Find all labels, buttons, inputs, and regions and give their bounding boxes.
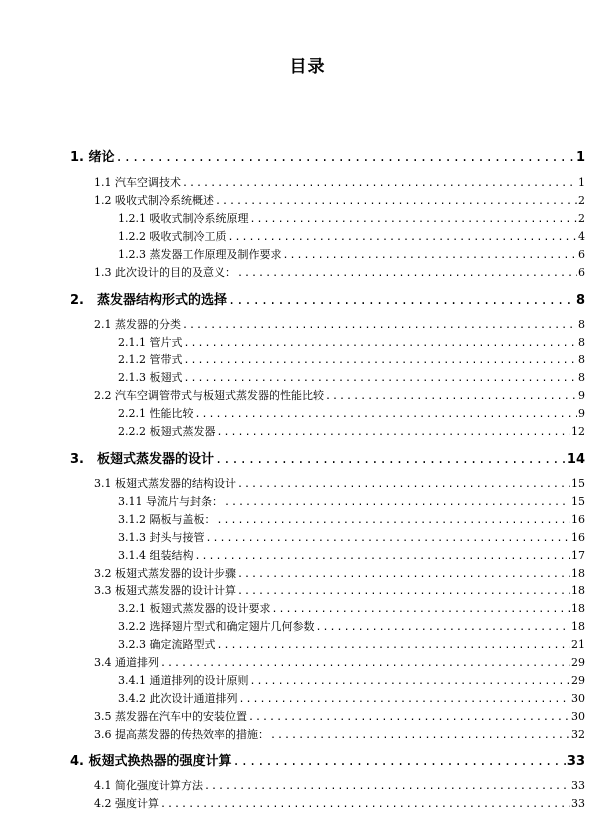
toc-entry-page: 8: [578, 371, 585, 384]
toc-entry-title: 2.1.2 管带式: [118, 353, 183, 366]
toc-entry-title: 1.2.3 蒸发器工作原理及制作要求: [118, 248, 282, 261]
toc-entry-title: 3.11 导流片与封条：: [118, 495, 223, 508]
toc-entry-page: 8: [578, 318, 585, 331]
toc-entry[interactable]: [118, 511, 585, 527]
toc-entry-title: 4.1 简化强度计算方法: [94, 779, 203, 792]
toc-entry-page: 30: [571, 710, 585, 723]
toc-entry-page: 8: [578, 336, 585, 349]
toc-entry-title: 3.1 板翅式蒸发器的结构设计: [94, 477, 236, 490]
dot-leader: [237, 479, 570, 490]
toc-entry-title: 3.6 提高蒸发器的传热效率的措施：: [94, 728, 269, 741]
dot-leader: [217, 427, 571, 438]
toc-entry[interactable]: [94, 316, 585, 332]
toc-entry-page: 33: [566, 754, 585, 769]
toc-entry-title: 4. 板翅式换热器的强度计算: [70, 754, 232, 769]
dot-leader: [217, 640, 571, 651]
toc-entry-page: 16: [571, 531, 585, 544]
toc-entry-title: 1. 绪论: [70, 150, 115, 165]
toc-entry[interactable]: [94, 192, 585, 208]
dot-leader: [270, 730, 570, 741]
toc-entry[interactable]: [94, 777, 585, 793]
toc-entry-page: 6: [578, 266, 585, 279]
toc-entry[interactable]: [118, 423, 585, 439]
dot-leader: [195, 551, 571, 562]
toc-entry[interactable]: [94, 264, 585, 280]
toc-entry[interactable]: [94, 795, 585, 811]
toc-entry-title: 3.3 板翅式蒸发器的设计计算: [94, 584, 236, 597]
toc-entry[interactable]: [118, 618, 585, 634]
toc-entry[interactable]: [94, 387, 585, 403]
dot-leader: [248, 712, 570, 723]
toc-entry[interactable]: [94, 174, 585, 190]
toc-entry-page: 33: [571, 779, 585, 792]
toc-entry-page: 14: [566, 452, 585, 467]
toc-entry-page: 33: [571, 797, 585, 810]
toc-entry[interactable]: [118, 369, 585, 385]
toc-entry-title: 1.3 此次设计的目的及意义：: [94, 266, 236, 279]
toc-entry[interactable]: [118, 529, 585, 545]
toc-entry[interactable]: [118, 493, 585, 509]
dot-leader: [182, 178, 577, 189]
toc-entry-title: 2.2.2 板翅式蒸发器: [118, 425, 216, 438]
toc-entry-page: 21: [571, 638, 585, 651]
toc-entry-page: 2: [578, 194, 585, 207]
toc-entry-title: 3.2.2 选择翅片型式和确定翅片几何参数: [118, 620, 315, 633]
toc-entry[interactable]: [118, 210, 585, 226]
toc-entry[interactable]: [94, 582, 585, 598]
toc-entry-title: 4.2 强度计算: [94, 797, 159, 810]
toc-entry[interactable]: [118, 228, 585, 244]
toc-entry[interactable]: [118, 246, 585, 262]
dot-leader: [228, 293, 575, 307]
dot-leader: [160, 799, 570, 810]
toc-entry-page: 32: [571, 728, 585, 741]
toc-entry-title: 1.2.2 吸收式制冷工质: [118, 230, 227, 243]
toc-entry-title: 3.1.4 组装结构: [118, 549, 194, 562]
dot-leader: [224, 497, 570, 508]
dot-leader: [283, 250, 578, 261]
toc-entry-title: 2. 蒸发器结构形式的选择: [70, 293, 227, 308]
toc-entry-title: 1.1 汽车空调技术: [94, 176, 181, 189]
dot-leader: [237, 569, 570, 580]
toc-entry-title: 2.1.1 管片式: [118, 336, 183, 349]
dot-leader: [239, 694, 571, 705]
dot-leader: [217, 515, 571, 526]
toc-entry-title: 2.2 汽车空调管带式与板翅式蒸发器的性能比较: [94, 389, 324, 402]
toc-entry-page: 9: [578, 389, 585, 402]
dot-leader: [237, 586, 570, 597]
dot-leader: [204, 781, 570, 792]
dot-leader: [237, 268, 577, 279]
toc-entry-page: 12: [571, 425, 585, 438]
toc-entry-title: 3.2 板翅式蒸发器的设计步骤: [94, 567, 236, 580]
dot-leader: [184, 355, 578, 366]
toc-entry-page: 29: [571, 674, 585, 687]
toc-entry[interactable]: [94, 475, 585, 491]
toc-entry-title: 1.2.1 吸收式制冷系统原理: [118, 212, 249, 225]
toc-entry-title: 3.1.2 隔板与盖板：: [118, 513, 216, 526]
dot-leader: [228, 232, 578, 243]
toc-entry-page: 2: [578, 212, 585, 225]
toc-entry[interactable]: [118, 405, 585, 421]
toc-entry-page: 15: [571, 477, 585, 490]
toc-entry-page: 17: [571, 549, 585, 562]
toc-entry[interactable]: [94, 708, 585, 724]
toc-entry-page: 18: [571, 567, 585, 580]
toc-entry-page: 15: [571, 495, 585, 508]
toc-entry-title: 3.5 蒸发器在汽车中的安装位置: [94, 710, 247, 723]
dot-leader: [250, 214, 578, 225]
dot-leader: [206, 533, 571, 544]
toc-entry-page: 8: [578, 353, 585, 366]
toc-entry-title: 2.1.3 板翅式: [118, 371, 183, 384]
toc-entry-page: 18: [571, 620, 585, 633]
toc-entry-title: 3. 板翅式蒸发器的设计: [70, 452, 214, 467]
dot-leader: [250, 676, 571, 687]
toc-entry-page: 6: [578, 248, 585, 261]
toc-entry-page: 18: [571, 602, 585, 615]
dot-leader: [195, 409, 578, 420]
toc-entry[interactable]: [118, 672, 585, 688]
toc-entry-page: 9: [578, 407, 585, 420]
toc-entry[interactable]: [118, 547, 585, 563]
dot-leader: [233, 754, 566, 768]
toc-entry-title: 3.4.1 通道排列的设计原则: [118, 674, 249, 687]
toc-entry[interactable]: [70, 289, 585, 308]
toc-entry[interactable]: [94, 565, 585, 581]
toc-entry-page: 30: [571, 692, 585, 705]
toc-entry[interactable]: [70, 448, 585, 467]
toc-entry-page: 16: [571, 513, 585, 526]
toc-entry[interactable]: [118, 690, 585, 706]
dot-leader: [325, 391, 577, 402]
toc-entry-title: 3.1.3 封头与接管: [118, 531, 205, 544]
dot-leader: [215, 196, 577, 207]
toc-entry-title: 2.2.1 性能比较: [118, 407, 194, 420]
dot-leader: [215, 452, 566, 466]
toc-entry[interactable]: [94, 654, 585, 670]
toc-entry-title: 3.4 通道排列: [94, 656, 159, 669]
toc-entry-page: 29: [571, 656, 585, 669]
toc-entry[interactable]: [118, 600, 585, 616]
dot-leader: [272, 604, 571, 615]
toc-entry-page: 8: [575, 293, 585, 308]
toc-entry-title: 2.1 蒸发器的分类: [94, 318, 181, 331]
toc-entry[interactable]: [94, 726, 585, 742]
dot-leader: [184, 338, 578, 349]
dot-leader: [315, 622, 570, 633]
toc-entry-page: 1: [575, 150, 585, 165]
toc-entry-page: 18: [571, 584, 585, 597]
dot-leader: [182, 320, 577, 331]
toc-entry[interactable]: [70, 750, 585, 769]
dot-leader: [184, 373, 578, 384]
toc-entry-title: 1.2 吸收式制冷系统概述: [94, 194, 214, 207]
toc-entry-title: 3.4.2 此次设计通道排列: [118, 692, 238, 705]
toc-entry-title: 3.2.1 板翅式蒸发器的设计要求: [118, 602, 271, 615]
toc-entry[interactable]: [118, 636, 585, 652]
page-title: 目录: [289, 57, 326, 77]
dot-leader: [160, 658, 570, 669]
toc-entry[interactable]: [118, 334, 585, 350]
toc-entry-page: 4: [578, 230, 585, 243]
toc-entry[interactable]: [118, 351, 585, 367]
toc-entry-page: 1: [578, 176, 585, 189]
dot-leader: [116, 150, 575, 164]
toc-entry[interactable]: [70, 146, 585, 165]
toc-entry-title: 3.2.3 确定流路型式: [118, 638, 216, 651]
